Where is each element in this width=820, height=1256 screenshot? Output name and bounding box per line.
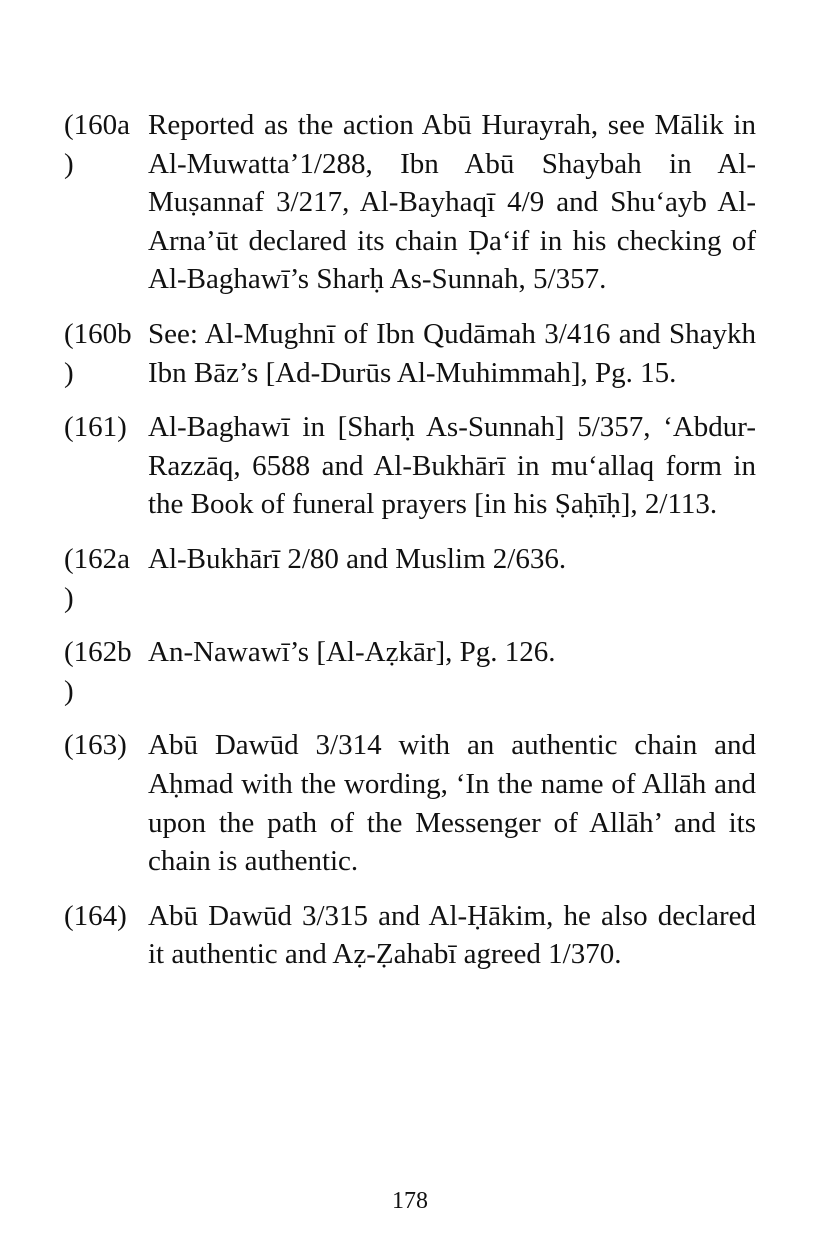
footnote-number: (162b )	[64, 636, 132, 707]
footnote-164	[64, 897, 756, 974]
footnote-number: (162a )	[64, 542, 131, 614]
footnote-text: Abū Dawūd 3/314 with an authentic chain and Aḥmad with the wording, ‘In the name of Allāh and upon the path of the Messenger of Allāh’ and its chain is authentic.	[148, 729, 756, 878]
footnote-text: See: Al-Mughnī of Ibn Qudāmah 3/416 and Shaykh Ibn Bāz’s [Ad-Durūs Al-Muhimmah], Pg. 15.	[148, 317, 756, 389]
footnote-162b	[64, 633, 756, 710]
footnote-160a	[64, 106, 756, 299]
footnote-text: An-Nawawī’s [Al-Aẓkār], Pg. 126.	[148, 636, 556, 669]
page-number: 178	[392, 1188, 428, 1214]
footnotes-list	[64, 106, 756, 990]
footnote-163	[64, 726, 756, 880]
footnote-text: Reported as the action Abū Hurayrah, see Mālik in Al-Muwatta’1/288, Ibn Abū Shaybah in Al-Muṣannaf 3/217, Al-Bayhaqī 4/9 and Shu‘ayb Al-Arna’ūt declared its chain Ḍa‘if in his checking of Al-Baghawī’s Sharḥ As-Sunnah, 5/357.	[148, 109, 756, 296]
footnote-160b	[64, 315, 756, 392]
footnote-161	[64, 408, 756, 524]
footnote-number: (160b )	[64, 317, 132, 389]
footnote-number: (164)	[64, 899, 127, 932]
footnote-text: Abū Dawūd 3/315 and Al-Ḥākim, he also declared it authentic and Aẓ-Ẓahabī agreed 1/370.	[148, 899, 756, 971]
footnote-number: (160a )	[64, 109, 131, 180]
footnote-text: Al-Bukhārī 2/80 and Muslim 2/636.	[148, 542, 567, 575]
footnote-text: Al-Baghawī in [Sharḥ As-Sunnah] 5/357, ‘Abdur-Razzāq, 6588 and Al-Bukhārī in mu‘allaq form in the Book of funeral prayers [in his Ṣaḥīḥ], 2/113.	[148, 411, 756, 521]
footnote-162a	[64, 540, 756, 617]
footnote-number: (163)	[64, 729, 127, 762]
footnote-number: (161)	[64, 411, 127, 444]
